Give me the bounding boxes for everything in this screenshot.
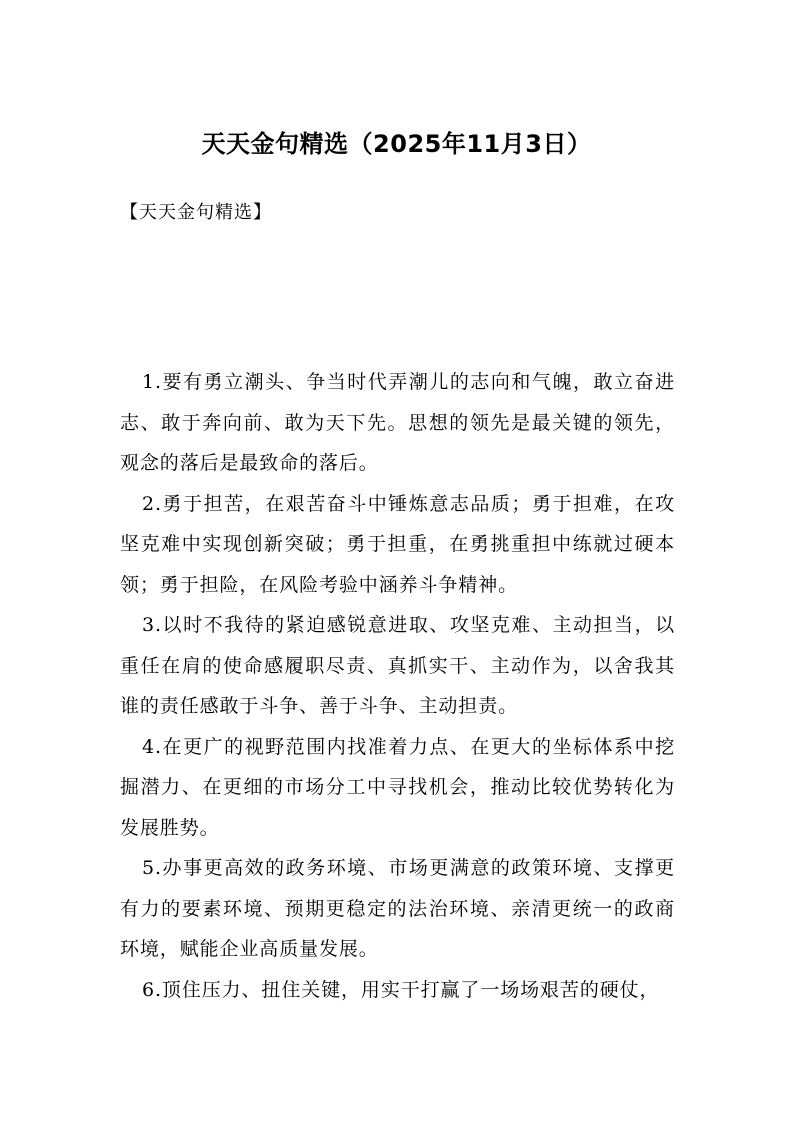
quote-paragraph-1: 1.要有勇立潮头、争当时代弄潮儿的志向和气魄，敢立奋进志、敢于奔向前、敢为天下先。思想的领先是最关键的领先，观念的落后是最致命的落后。 bbox=[120, 371, 675, 474]
quote-paragraph-2: 2.勇于担苦，在艰苦奋斗中锤炼意志品质；勇于担难，在攻坚克难中实现创新突破；勇于担重，在勇挑重担中练就过硬本领；勇于担险，在风险考验中涵养斗争精神。 bbox=[120, 492, 675, 596]
quote-paragraph-6: 6.顶住压力、扭住关键，用实干打赢了一场场艰苦的硬仗， bbox=[142, 978, 660, 1001]
document-title: 天天金句精选（2025年11月3日） bbox=[201, 130, 592, 158]
quote-paragraph-5: 5.办事更高效的政务环境、市场更满意的政策环境、支撑更有力的要素环境、预期更稳定的法治环境、亲清更统一的政商环境，赋能企业高质量发展。 bbox=[120, 857, 675, 960]
section-label: 【天天金句精选】 bbox=[120, 202, 272, 223]
quote-paragraph-4: 4.在更广的视野范围内找准着力点、在更大的坐标体系中挖掘潜力、在更细的市场分工中寻找机会，推动比较优势转化为发展胜势。 bbox=[120, 735, 675, 839]
quote-list bbox=[120, 362, 675, 1010]
quote-paragraph-3: 3.以时不我待的紧迫感锐意进取、攻坚克难、主动担当，以重任在肩的使命感履职尽责、真抓实干、主动作为，以舍我其谁的责任感敢于斗争、善于斗争、主动担责。 bbox=[120, 614, 675, 717]
